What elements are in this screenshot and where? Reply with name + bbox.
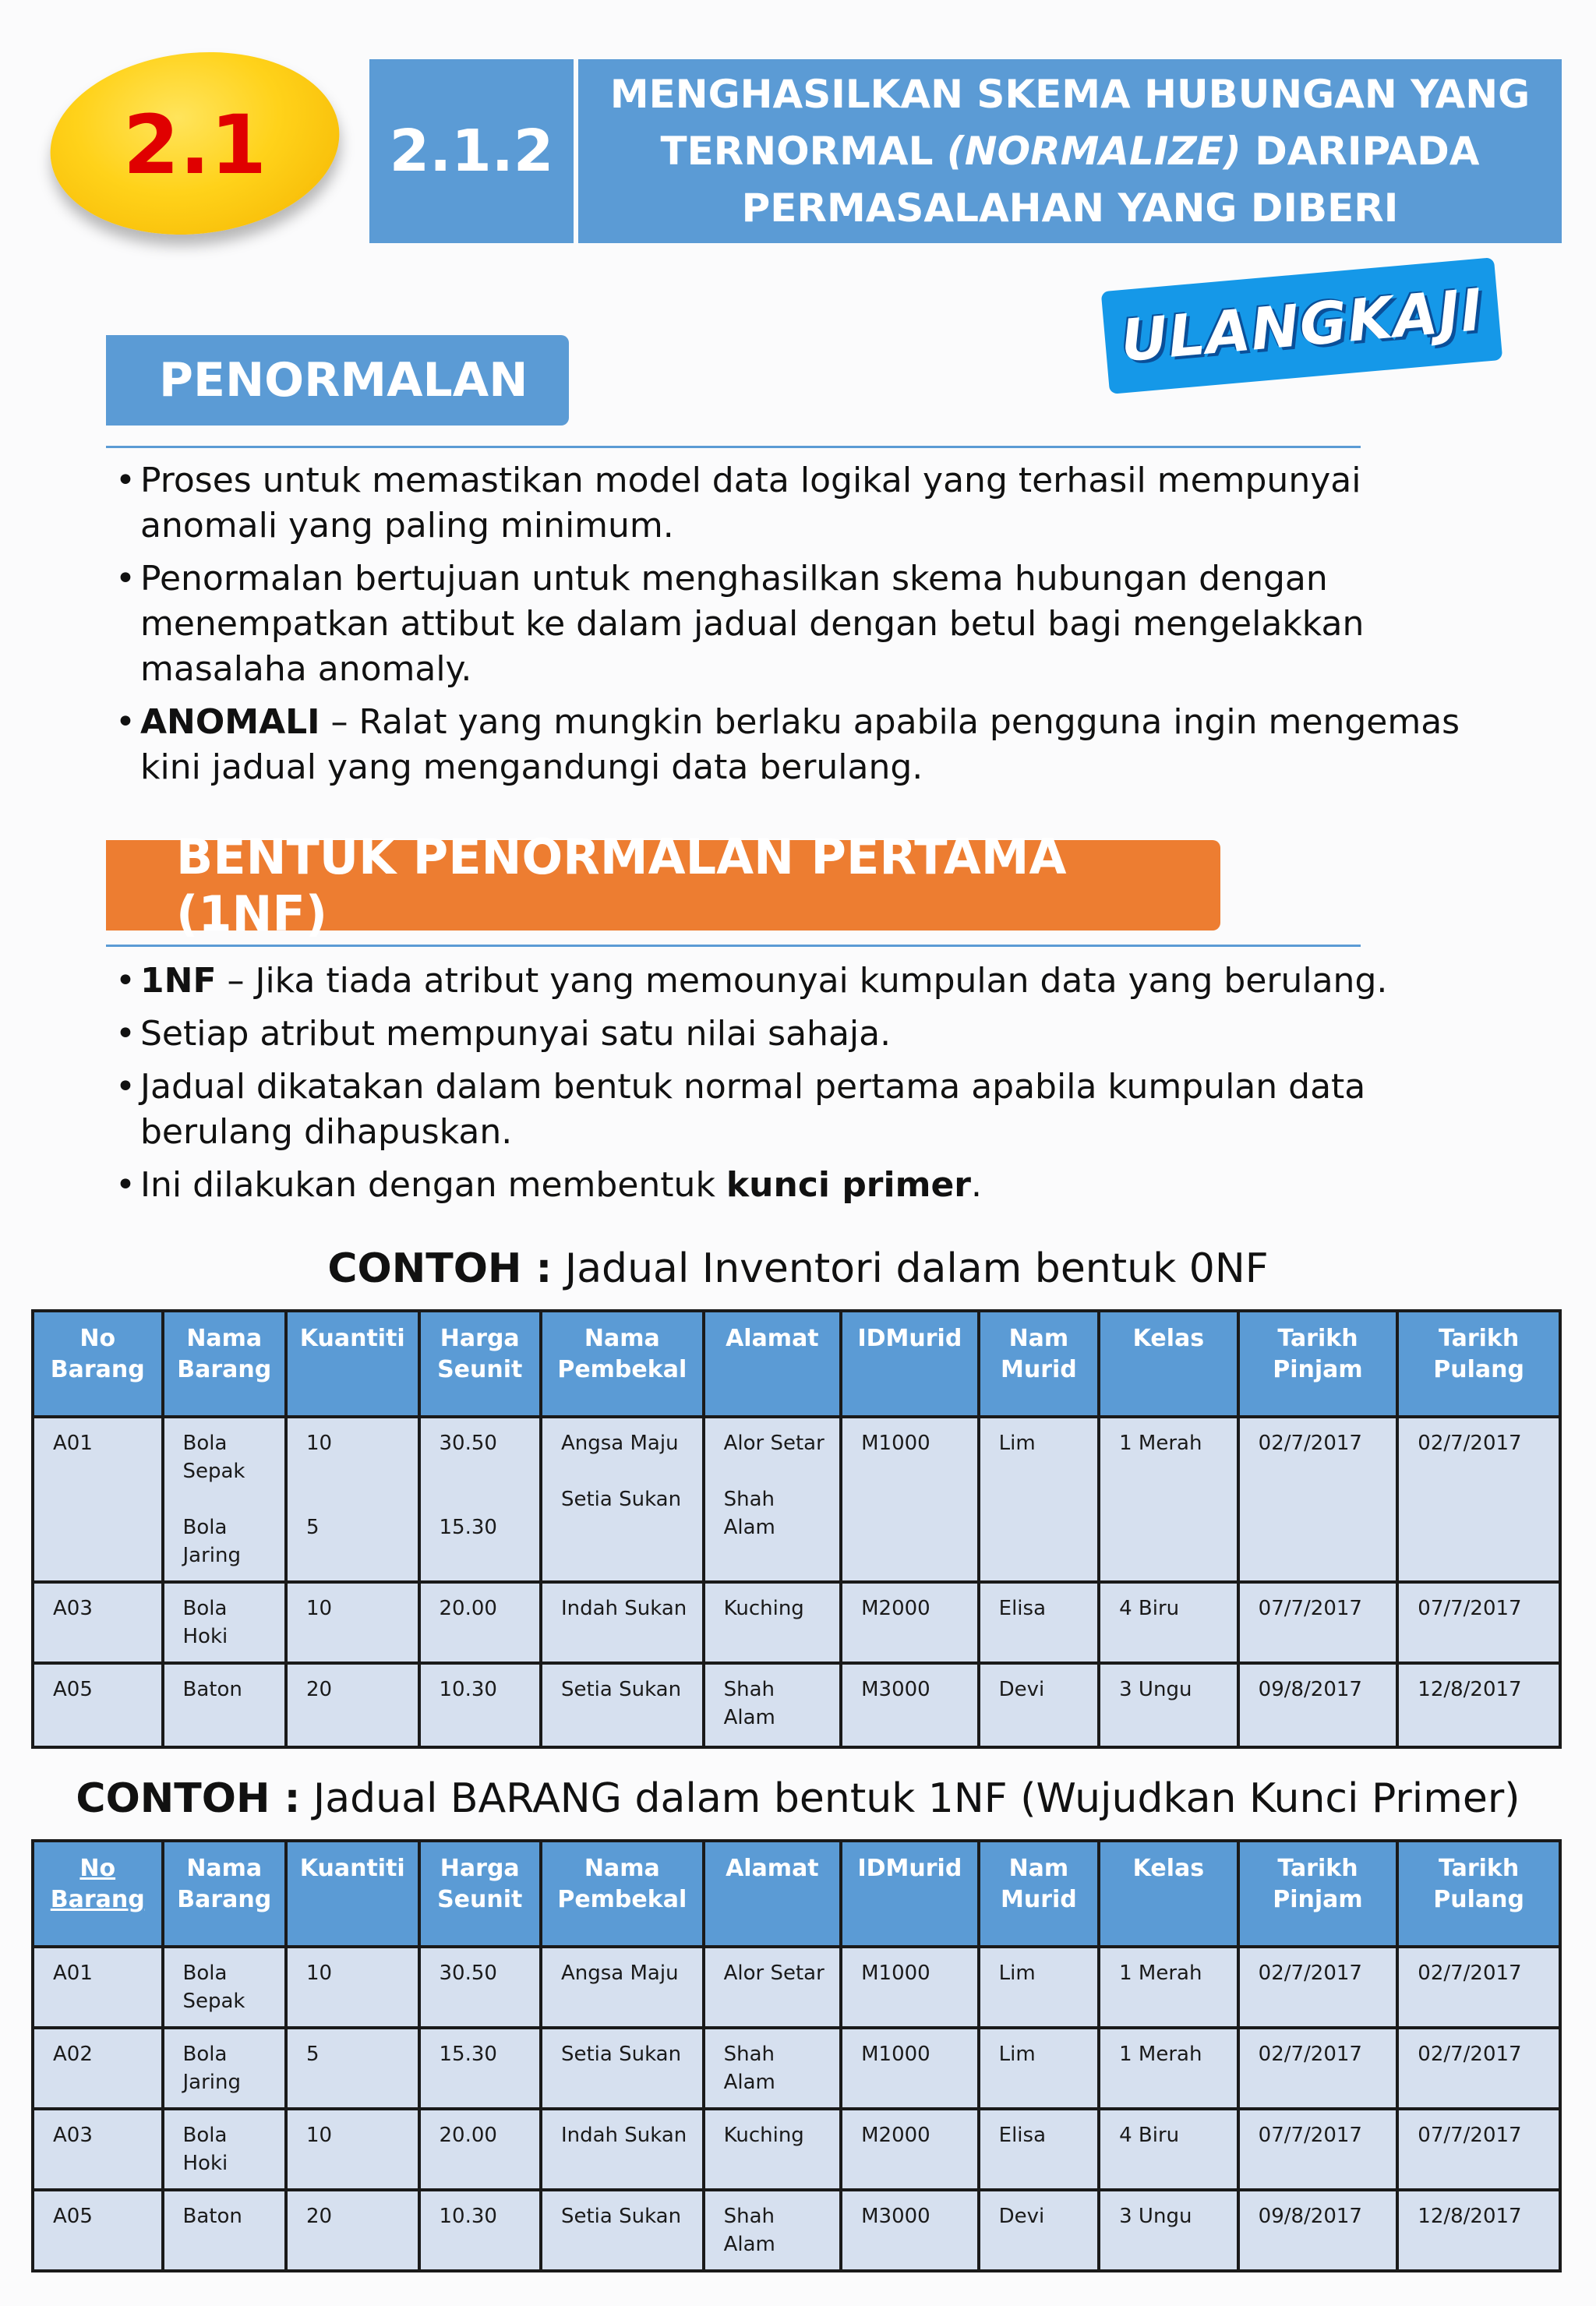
table-cell: 4 Biru — [1099, 1582, 1238, 1663]
table-cell: 10 5 — [286, 1417, 419, 1582]
table-cell: 1 Merah — [1099, 1947, 1238, 2028]
list-item: • Ini dilakukan dengan membentuk kunci primer. — [115, 1163, 1502, 1208]
table-cell: M3000 — [841, 2190, 979, 2271]
title-line-2: TERNORMAL (NORMALIZE) DARIPADA — [660, 128, 1480, 174]
table-cell: Setia Sukan — [541, 2190, 704, 2271]
title-line-1: MENGHASILKAN SKEMA HUBUNGAN YANG — [609, 71, 1531, 117]
table-cell: 4 Biru — [1099, 2109, 1238, 2190]
table-cell: Indah Sukan — [541, 2109, 704, 2190]
table-cell: 12/8/2017 — [1397, 1663, 1560, 1747]
list-item: • 1NF – Jika tiada atribut yang memounyai kumpulan data yang berulang. — [115, 959, 1502, 1004]
table-cell: 20 — [286, 2190, 419, 2271]
page-title — [578, 59, 1562, 243]
table-cell: Lim — [979, 1417, 1099, 1582]
table-cell: 07/7/2017 — [1397, 1582, 1560, 1663]
column-header: No Barang — [33, 1311, 163, 1417]
table-cell: Setia Sukan — [541, 1663, 704, 1747]
column-header: Nama Barang — [163, 1841, 286, 1947]
column-header: Nama Pembekal — [541, 1311, 704, 1417]
table-cell: Baton — [163, 1663, 286, 1747]
table-cell: A05 — [33, 1663, 163, 1747]
inventory-0nf-table — [31, 1309, 1562, 1749]
table-cell: Baton — [163, 2190, 286, 2271]
table-cell: M2000 — [841, 1582, 979, 1663]
table-cell: 09/8/2017 — [1238, 2190, 1398, 2271]
column-header: Kuantiti — [286, 1841, 419, 1947]
column-header: Kelas — [1099, 1841, 1238, 1947]
table-cell: 02/7/2017 — [1397, 1417, 1560, 1582]
section-heading-1nf: BENTUK PENORMALAN PERTAMA (1NF) — [106, 840, 1220, 931]
table-cell: Shah Alam — [704, 2028, 842, 2109]
divider — [106, 446, 1361, 448]
table-cell: 10 — [286, 1582, 419, 1663]
table-cell: 02/7/2017 — [1238, 1417, 1398, 1582]
table-cell: Bola Sepak Bola Jaring — [163, 1417, 286, 1582]
table-cell: Angsa Maju Setia Sukan — [541, 1417, 704, 1582]
table-cell: Shah Alam — [704, 2190, 842, 2271]
title-line-3: PERMASALAHAN YANG DIBERI — [741, 185, 1399, 231]
column-header: Tarikh Pulang — [1397, 1841, 1560, 1947]
table-row — [33, 1417, 1560, 1582]
table-cell: A01 — [33, 1417, 163, 1582]
table-row — [33, 2109, 1560, 2190]
column-header: Harga Seunit — [419, 1841, 541, 1947]
table-cell: Elisa — [979, 1582, 1099, 1663]
table-header-row — [33, 1311, 1560, 1417]
column-header: Nama Barang — [163, 1311, 286, 1417]
barang-1nf-table — [31, 1839, 1562, 2272]
list-item: • Penormalan bertujuan untuk menghasilkan skema hubungan dengan menempatkan attibut ke dalam jadual dengan betul bagi mengelakkan masalaha anomaly. — [115, 556, 1502, 692]
column-header: IDMurid — [841, 1311, 979, 1417]
column-header: Tarikh Pulang — [1397, 1311, 1560, 1417]
table-cell: Bola Jaring — [163, 2028, 286, 2109]
table-cell: Shah Alam — [704, 1663, 842, 1747]
table-cell: Elisa — [979, 2109, 1099, 2190]
table-cell: 5 — [286, 2028, 419, 2109]
table-cell: 07/7/2017 — [1397, 2109, 1560, 2190]
table-cell: 3 Ungu — [1099, 1663, 1238, 1747]
table-header-row — [33, 1841, 1560, 1947]
column-header: Harga Seunit — [419, 1311, 541, 1417]
table-cell: Setia Sukan — [541, 2028, 704, 2109]
table-cell: 1 Merah — [1099, 1417, 1238, 1582]
example2-caption: CONTOH : Jadual BARANG dalam bentuk 1NF (Wujudkan Kunci Primer) — [76, 1775, 1520, 1822]
ulangkaji-sticker — [1101, 257, 1504, 404]
table-row — [33, 2028, 1560, 2109]
table-cell: Lim — [979, 2028, 1099, 2109]
table-cell: A01 — [33, 1947, 163, 2028]
table-cell: 10.30 — [419, 1663, 541, 1747]
column-header: Tarikh Pinjam — [1238, 1841, 1398, 1947]
table-cell: Bola Hoki — [163, 1582, 286, 1663]
table-cell: 02/7/2017 — [1397, 1947, 1560, 2028]
list-item: • ANOMALI – Ralat yang mungkin berlaku apabila pengguna ingin mengemas kini jadual yang mengandungi data berulang. — [115, 700, 1502, 790]
table-cell: 02/7/2017 — [1397, 2028, 1560, 2109]
column-header: Nama Pembekal — [541, 1841, 704, 1947]
table-cell: 07/7/2017 — [1238, 2109, 1398, 2190]
table-cell: 30.50 15.30 — [419, 1417, 541, 1582]
table-row — [33, 2190, 1560, 2271]
table-cell: 07/7/2017 — [1238, 1582, 1398, 1663]
table-cell: 09/8/2017 — [1238, 1663, 1398, 1747]
table-cell: Devi — [979, 1663, 1099, 1747]
divider — [106, 945, 1361, 947]
chapter-badge-text: 2.1 — [122, 97, 267, 192]
table-cell: 20.00 — [419, 1582, 541, 1663]
table-cell: A03 — [33, 1582, 163, 1663]
table-cell: A05 — [33, 2190, 163, 2271]
column-header: Nam Murid — [979, 1311, 1099, 1417]
table-cell: 02/7/2017 — [1238, 1947, 1398, 2028]
table-cell: M3000 — [841, 1663, 979, 1747]
table-cell: Bola Hoki — [163, 2109, 286, 2190]
table-cell: Angsa Maju — [541, 1947, 704, 2028]
table-cell: Bola Sepak — [163, 1947, 286, 2028]
list-item: • Jadual dikatakan dalam bentuk normal pertama apabila kumpulan data berulang dihapuskan. — [115, 1065, 1502, 1155]
table-cell: 12/8/2017 — [1397, 2190, 1560, 2271]
column-header: Nam Murid — [979, 1841, 1099, 1947]
penormalan-bullets — [115, 458, 1502, 798]
column-header-primary-key: No Barang — [33, 1841, 163, 1947]
column-header: Alamat — [704, 1841, 842, 1947]
table-cell: Devi — [979, 2190, 1099, 2271]
table-cell: Alor Setar Shah Alam — [704, 1417, 842, 1582]
column-header: Kelas — [1099, 1311, 1238, 1417]
table-row — [33, 1947, 1560, 2028]
table-cell: 20.00 — [419, 2109, 541, 2190]
table-row — [33, 1582, 1560, 1663]
table-cell: 15.30 — [419, 2028, 541, 2109]
1nf-bullets — [115, 959, 1502, 1216]
table-cell: Kuching — [704, 1582, 842, 1663]
table-cell: 10 — [286, 1947, 419, 2028]
table-cell: M2000 — [841, 2109, 979, 2190]
list-item: • Proses untuk memastikan model data logikal yang terhasil mempunyai anomali yang paling minimum. — [115, 458, 1502, 549]
table-cell: 20 — [286, 1663, 419, 1747]
table-cell: Indah Sukan — [541, 1582, 704, 1663]
table-cell: Alor Setar — [704, 1947, 842, 2028]
ulangkaji-text: ULANGKAJI — [1118, 276, 1486, 376]
column-header: Kuantiti — [286, 1311, 419, 1417]
table-cell: 02/7/2017 — [1238, 2028, 1398, 2109]
table-cell: A03 — [33, 2109, 163, 2190]
table-cell: 1 Merah — [1099, 2028, 1238, 2109]
example1-caption: CONTOH : Jadual Inventori dalam bentuk 0NF — [327, 1245, 1269, 1292]
list-item: • Setiap atribut mempunyai satu nilai sahaja. — [115, 1012, 1502, 1057]
table-cell: 10.30 — [419, 2190, 541, 2271]
column-header: Alamat — [704, 1311, 842, 1417]
table-cell: M1000 — [841, 1417, 979, 1582]
table-cell: A02 — [33, 2028, 163, 2109]
table-cell: M1000 — [841, 2028, 979, 2109]
section-heading-penormalan: PENORMALAN — [106, 335, 569, 426]
section-number: 2.1.2 — [369, 59, 574, 243]
table-cell: 30.50 — [419, 1947, 541, 2028]
table-cell: 3 Ungu — [1099, 2190, 1238, 2271]
table-cell: Kuching — [704, 2109, 842, 2190]
table-row — [33, 1663, 1560, 1747]
table-cell: M1000 — [841, 1947, 979, 2028]
table-cell: 10 — [286, 2109, 419, 2190]
column-header: Tarikh Pinjam — [1238, 1311, 1398, 1417]
column-header: IDMurid — [841, 1841, 979, 1947]
table-cell: Lim — [979, 1947, 1099, 2028]
